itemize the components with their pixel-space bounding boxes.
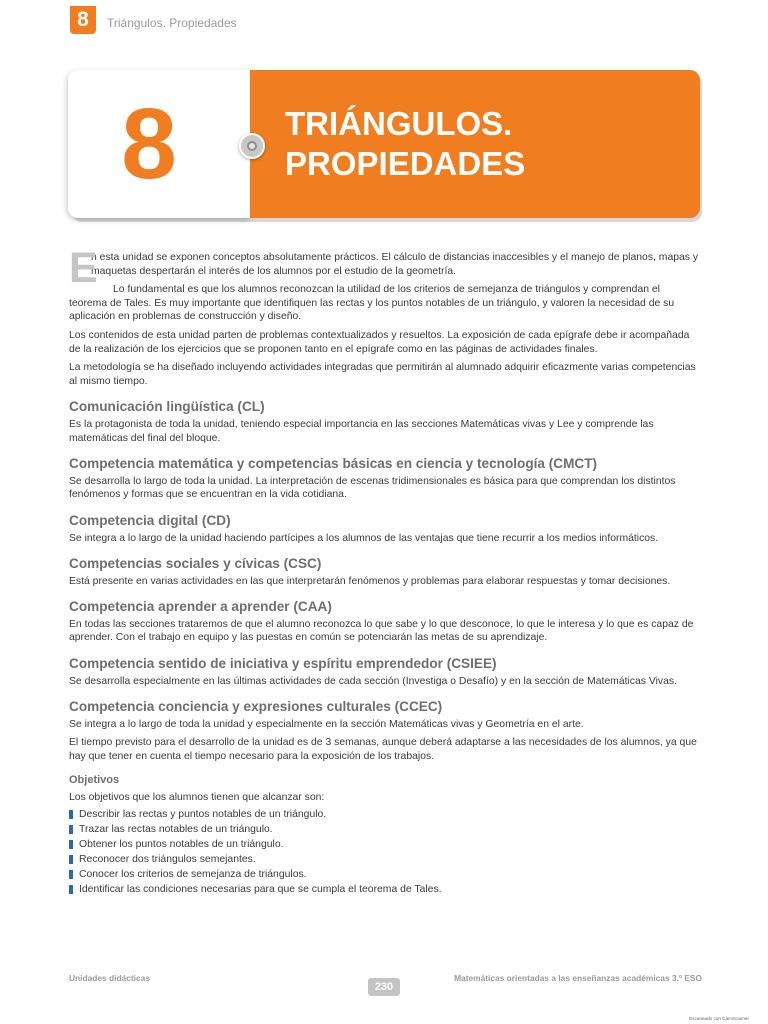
chapter-title [285,104,525,184]
hero-chapter-number: 8 [121,88,177,200]
section-ccec [69,700,699,763]
section-title: Competencia matemática y competencias básicas en ciencia y tecnología (CMCT) [69,456,598,472]
objetivos-title: Objetivos [69,773,120,786]
section-csc [69,557,699,588]
section-text: Se integra a lo largo de toda la unidad y especialmente en la sección Matemáticas vivas y Geometría en el arte. [69,718,584,730]
section-cmct [69,457,699,502]
footer-left-text: Unidades didácticas [69,973,150,983]
section-text: Es la protagonista de toda la unidad, teniendo especial importancia en las secciones Matemáticas vivas y Lee y comprende las matemáticas del final del bloque. [69,418,654,444]
section-title: Competencia sentido de iniciativa y espíritu emprendedor (CSIEE) [69,656,497,672]
list-item: Trazar las rectas notables de un triángulo. [69,823,699,837]
list-item: Conocer los criterios de semejanza de triángulos. [69,868,699,882]
section-title: Competencia conciencia y expresiones culturales (CCEC) [69,699,443,715]
objetivos-section [69,774,699,897]
objetivos-intro: Los objetivos que los alumnos tienen que alcanzar son: [69,792,325,804]
list-item: Identificar las condiciones necesarias para que se cumpla el teorema de Tales. [69,883,699,897]
power-icon [239,133,265,159]
section-text: Se integra a lo largo de la unidad haciendo partícipes a los alumnos de las ventajas que tiene recurrir a los medios informáticos. [69,532,659,544]
scan-watermark: Escaneado con CamScanner [689,1016,749,1021]
intro-block [69,244,699,388]
dropcap: E [69,244,98,292]
section-title: Competencias sociales y cívicas (CSC) [69,556,322,572]
chapter-number-tab: 8 [70,6,96,34]
running-title: Triángulos. Propiedades [107,16,237,30]
main-content [69,244,699,898]
footer-right-text: Matemáticas orientadas a las enseñanzas académicas 3.º ESO [454,973,702,983]
chapter-title-line-1: TRIÁNGULOS. [285,105,513,142]
section-title: Competencia digital (CD) [69,512,231,528]
section-text: Se desarrolla lo largo de toda la unidad. La interpretación de escenas tridimensionales es básica para que comprendan los distintos fenómenos y formas que se encuentran en la vida cotidiana. [69,475,676,501]
section-caa [69,600,699,645]
section-cl [69,400,699,445]
section-cd [69,514,699,545]
intro-paragraph-1: n esta unidad se exponen conceptos absolutamente prácticos. El cálculo de distancias inaccesibles y el manejo de planos, mapas y maquetas despertarán el interés de los alumnos por el estudio de la geometría. [91,252,699,277]
list-item: Obtener los puntos notables de un triángulo. [69,838,699,852]
list-item: Describir las rectas y puntos notables de un triángulo. [69,808,699,822]
intro-paragraph-4: La metodología se ha diseñado incluyendo actividades integradas que permitirán al alumnado adquirir eficazmente varias competencias al mismo tiempo. [69,362,696,387]
intro-paragraph-2 [69,283,699,324]
intro-paragraph-3: Los contenidos de esta unidad parten de problemas contextualizados y resueltos. La exposición de cada epígrafe debe ir acompañada de la realización de los ejercicios que se proponen tanto en el epígrafe como en las páginas de actividades finales. [69,329,690,355]
timing-text: El tiempo previsto para el desarrollo de la unidad es de 3 semanas, aunque deberá adaptarse a las necesidades de los alumnos, ya que hay que tener en cuenta el tiempo necesario para la exposición de los trabajos. [69,737,697,763]
list-item: Reconocer dos triángulos semejantes. [69,853,699,867]
section-text: Se desarrolla especialmente en las últimas actividades de cada sección (Investiga o Desafío) y en la sección de Matemáticas Vivas. [69,675,677,687]
section-csiee [69,657,699,688]
section-title: Competencia aprender a aprender (CAA) [69,599,332,615]
section-text: Está presente en varias actividades en las que interpretarán fenómenos y problemas para elaborar respuestas y tomar decisiones. [69,575,671,587]
section-title: Comunicación lingüística (CL) [69,399,265,415]
page-number: 230 [368,978,400,996]
chapter-title-line-2: PROPIEDADES [285,145,526,182]
objetivos-list [69,808,699,897]
section-text: En todas las secciones trataremos de que el alumno reconozca lo que sabe y lo que desconoce, lo que le interesa y lo que es capaz de aprender. Con el trabajo en equipo y las puestas en común se potenciarán las metas de su aprendizaje. [69,618,694,644]
intro-paragraph-2-text: Lo fundamental es que los alumnos reconozcan la utilidad de los criterios de semejanza de triángulos y comprendan el teorema de Tales. Es muy importante que identifiquen las rectas y los puntos notables de un triángulo, y valoren la necesidad de su aplicación en problemas de construcción y diseño. [69,284,675,323]
